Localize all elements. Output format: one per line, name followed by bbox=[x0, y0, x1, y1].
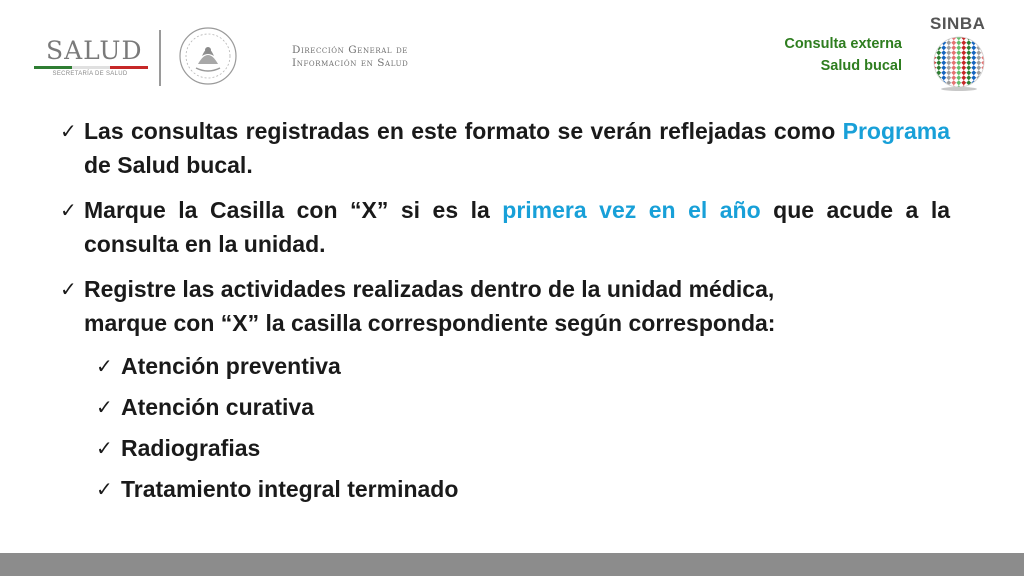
globe-tile bbox=[931, 45, 936, 50]
bullet-item-primera-vez bbox=[60, 193, 950, 261]
logo-bar-green bbox=[34, 66, 72, 69]
globe-tile bbox=[931, 40, 936, 45]
bullet-text-before: Las consultas registradas en este formato se verán reflejadas como bbox=[84, 118, 843, 144]
bullet-text bbox=[84, 114, 950, 182]
globe-tile bbox=[941, 35, 946, 40]
check-icon: ✓ bbox=[60, 198, 77, 222]
globe-tile bbox=[981, 45, 986, 50]
salud-logo bbox=[30, 34, 150, 84]
globe-tile bbox=[976, 35, 981, 40]
bullet-item-actividades bbox=[60, 272, 950, 340]
globe-tile bbox=[936, 80, 941, 85]
program-tag bbox=[784, 33, 902, 77]
sinba-label: SINBA bbox=[930, 14, 986, 33]
bullet-text-line-2: marque con “X” la casilla correspondiente según corresponda: bbox=[84, 310, 776, 336]
sub-item-label: Radiografias bbox=[121, 435, 261, 461]
globe-tile bbox=[931, 75, 936, 80]
program-tag-line-1: Consulta externa bbox=[784, 36, 902, 52]
globe-tile bbox=[981, 40, 986, 45]
globe-tile bbox=[981, 75, 986, 80]
footer-bar bbox=[0, 553, 1024, 576]
sub-item-atencion-preventiva bbox=[60, 348, 950, 389]
sub-item-label: Atención curativa bbox=[121, 394, 314, 420]
globe-tile bbox=[936, 35, 941, 40]
check-icon: ✓ bbox=[96, 395, 113, 419]
bullet-text bbox=[84, 193, 950, 261]
national-seal-icon bbox=[178, 26, 238, 86]
sub-item-atencion-curativa bbox=[60, 389, 950, 430]
sub-item-tratamiento bbox=[60, 471, 950, 512]
bullet-text-after: que acude a la consulta en la unidad. bbox=[84, 197, 950, 257]
logo-bar-red bbox=[110, 66, 148, 69]
globe-tile bbox=[981, 80, 986, 85]
globe-tile bbox=[981, 85, 986, 90]
highlight-primera-vez: primera vez en el año bbox=[502, 197, 761, 223]
dgis-label bbox=[292, 44, 408, 70]
check-icon: ✓ bbox=[96, 436, 113, 460]
globe-tile bbox=[931, 80, 936, 85]
bullet-item-programa bbox=[60, 114, 950, 182]
salud-logo-text: SALUD bbox=[46, 36, 143, 65]
check-icon: ✓ bbox=[60, 119, 77, 143]
sub-item-label: Atención preventiva bbox=[121, 353, 341, 379]
salud-logo-subtitle: SECRETARÍA DE SALUD bbox=[52, 71, 128, 77]
sub-item-radiografias bbox=[60, 430, 950, 471]
bullet-text-line-1: Registre las actividades realizadas dentro de la unidad médica, bbox=[84, 276, 775, 302]
sub-item-label: Tratamiento integral terminado bbox=[121, 476, 459, 502]
globe-tile bbox=[936, 40, 941, 45]
highlight-programa: Programa bbox=[842, 118, 950, 144]
logo-bar-white bbox=[72, 66, 110, 69]
globe-tile bbox=[936, 85, 941, 90]
globe-tile bbox=[981, 35, 986, 40]
sinba-globe-icon bbox=[930, 34, 988, 92]
globe-tile bbox=[931, 85, 936, 90]
dgis-line-2: Información en Salud bbox=[292, 57, 409, 69]
globe-tile bbox=[976, 85, 981, 90]
header-divider bbox=[159, 30, 161, 86]
globe-tile bbox=[971, 35, 976, 40]
globe-tile bbox=[976, 80, 981, 85]
bullet-text-after: de Salud bucal. bbox=[84, 152, 253, 178]
bullet-text-before: Marque la Casilla con “X” si es la bbox=[84, 197, 503, 223]
globe-tile bbox=[931, 35, 936, 40]
bullet-text bbox=[84, 272, 950, 340]
dgis-line-1: Dirección General de bbox=[292, 44, 409, 56]
check-icon: ✓ bbox=[96, 477, 113, 501]
program-tag-line-2: Salud bucal bbox=[820, 58, 902, 74]
check-icon: ✓ bbox=[96, 354, 113, 378]
check-icon: ✓ bbox=[60, 277, 77, 301]
bullet-list bbox=[60, 114, 950, 512]
